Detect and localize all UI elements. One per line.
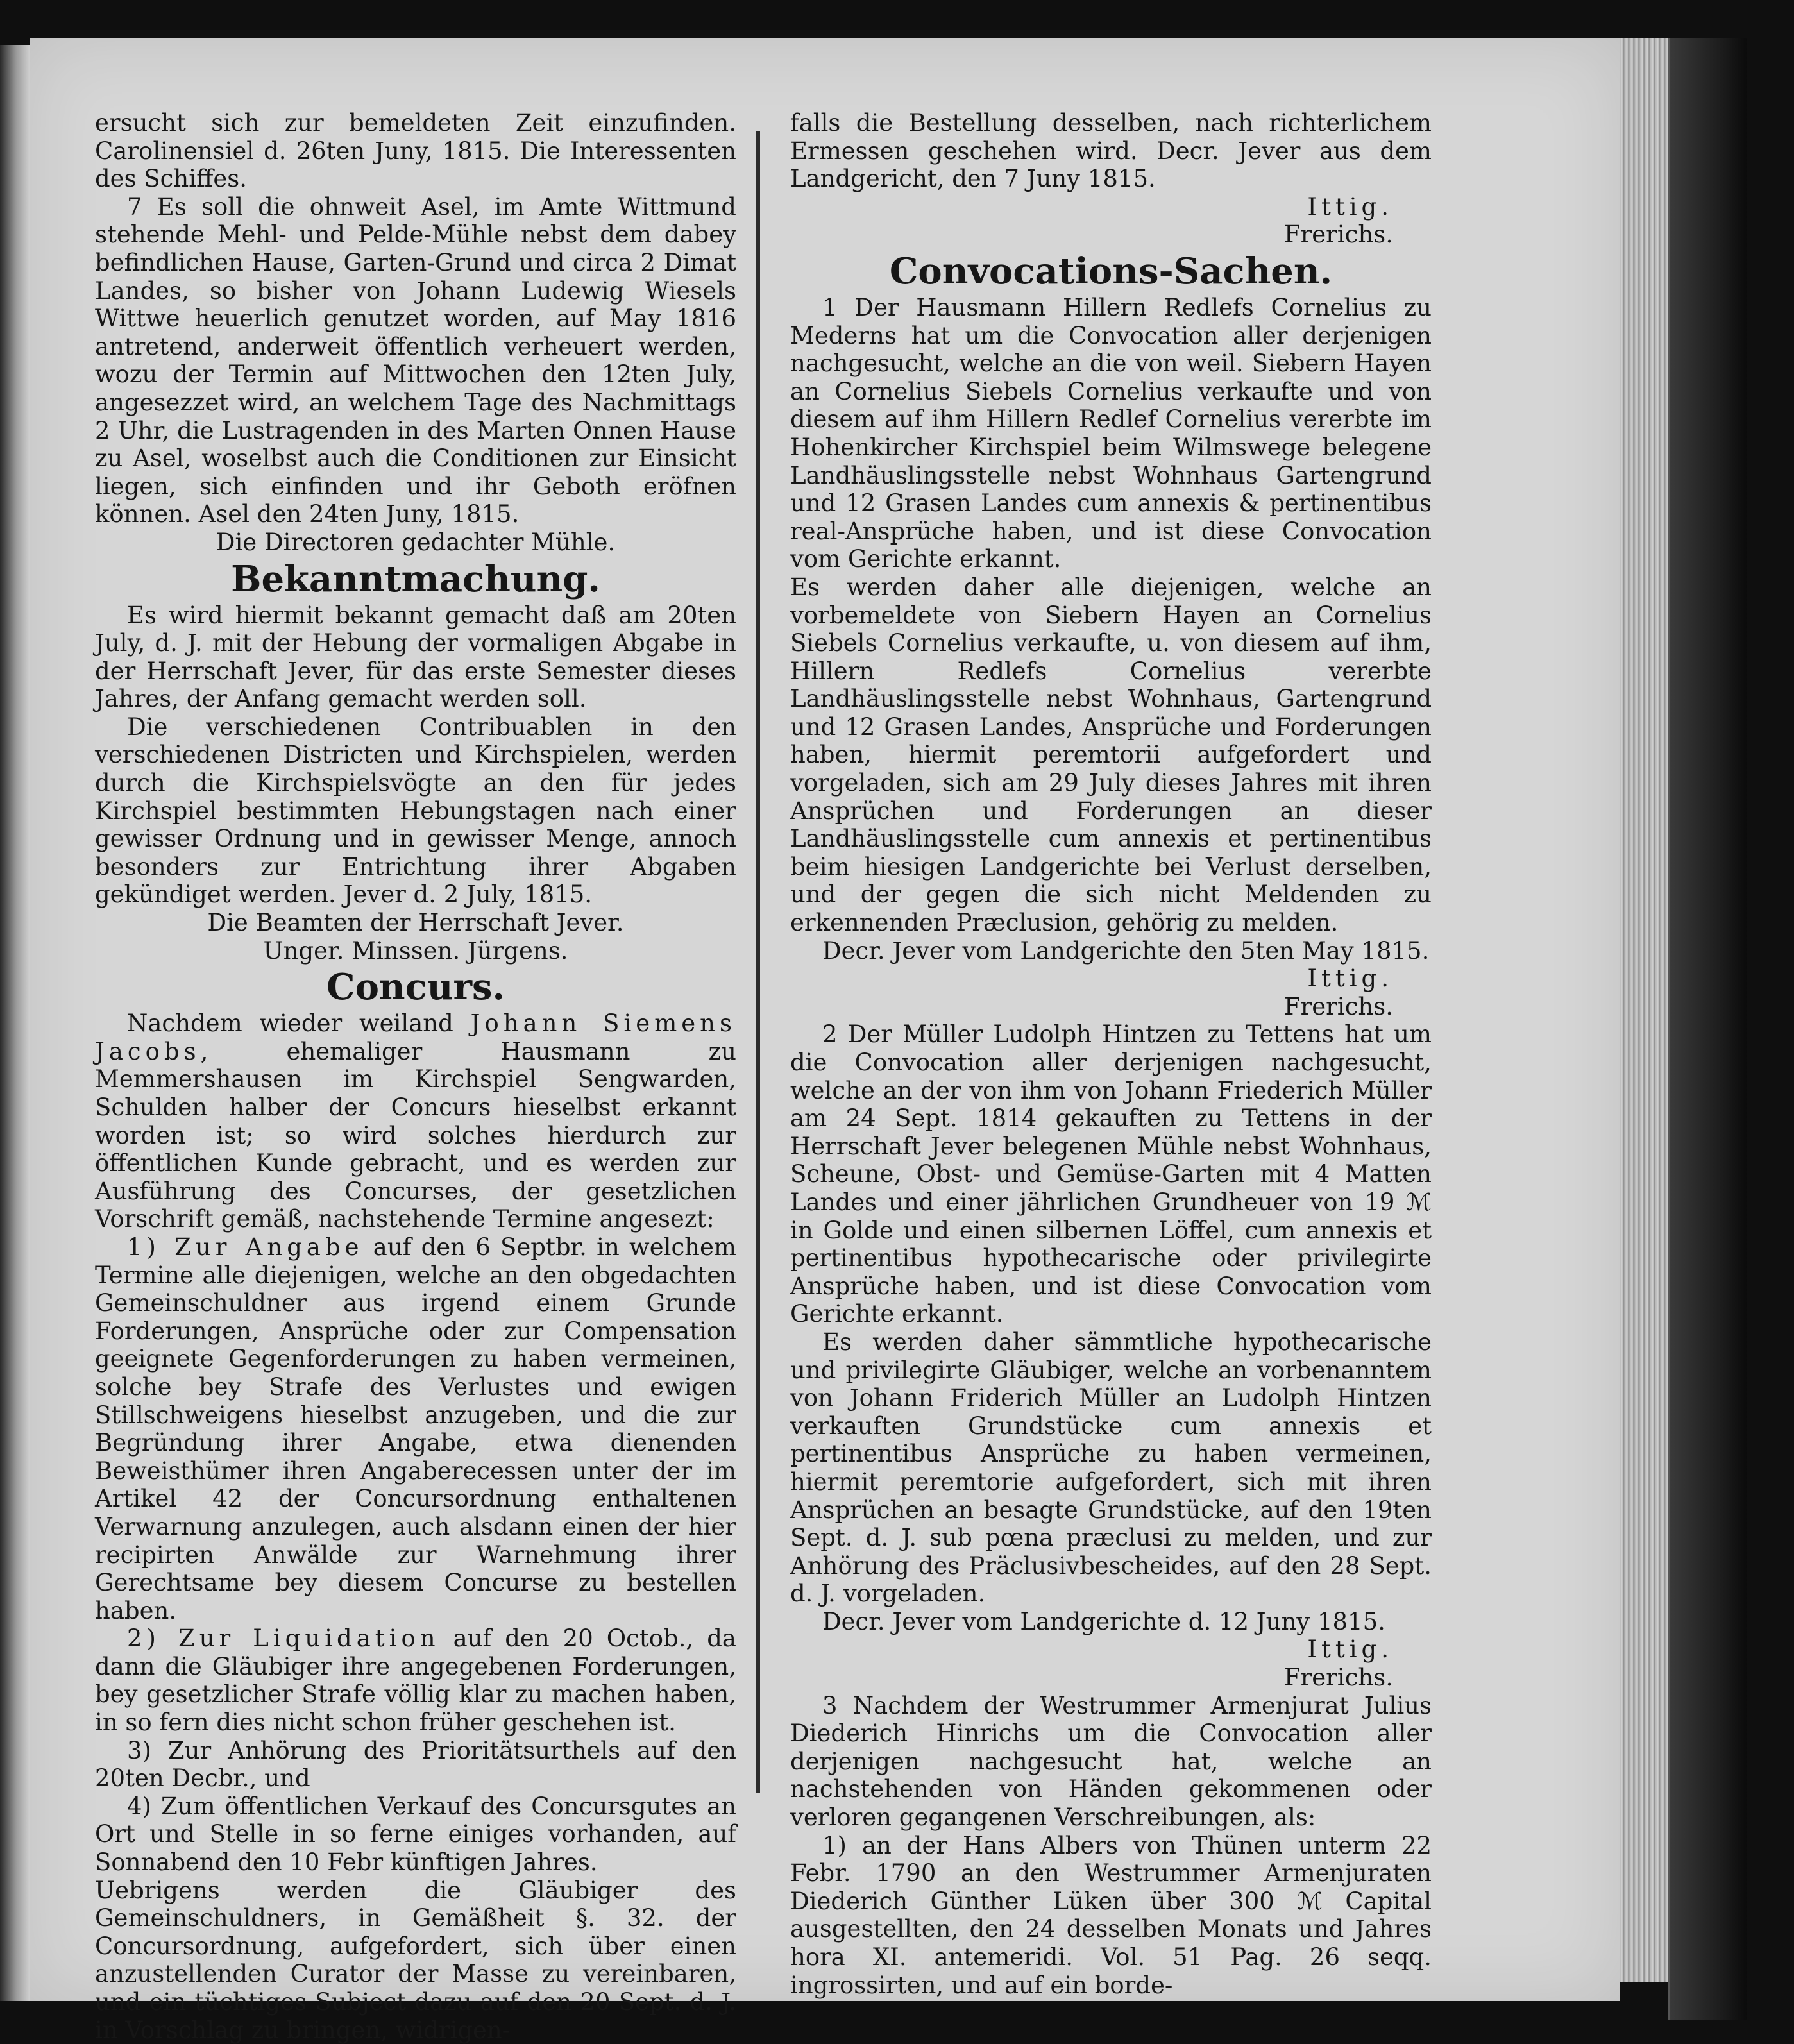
text: , ehemaliger Hausmann zu Memmershausen im Kirchspiel Sengwarden, Schulden halber der Concurs hieselbst erkannt worden ist; so wird solches hierdurch zur öffentlichen Kunde gebracht, und es werden zur Ausführung des Concurses, der gesetzlichen Vorschrift gemäß, nachstehende Termine angesezt: [95,1037,736,1233]
signature: Ittig. [1307,192,1393,221]
signature: Frerichs. [1283,1664,1393,1692]
paragraph: Uebrigens werden die Gläubiger des Gemeinschuldners, in Gemäßheit §. 32. der Concursordnung, aufgefordert, sich über einen anzustellenden Curator der Masse zu vereinbaren, und ein tüchtiges Subject dazu auf den 20 Sept. d. J. in Vorschlag zu bringen, widrigen- [95,1876,736,2044]
signature: Unger. Minssen. Jürgens. [263,936,568,965]
paragraph: ersucht sich zur bemeldeten Zeit einzufinden. Carolinensiel d. 26ten Juny, 1815. Die Interessenten des Schiffes. [95,109,736,193]
signature: Ittig. [1307,1635,1393,1664]
paragraph: falls die Bestellung desselben, nach richterlichem Ermessen geschehen wird. Decr. Jever aus dem Landgericht, den 7 Juny 1815. [790,109,1432,193]
text: Nachdem wieder weiland [127,1009,471,1038]
section-heading: Convocations-Sachen. [889,249,1333,292]
text: auf den 20 Octob., da dann die Gläubiger ihre angegebenen Forderungen, bey gesetzlicher Strafe völlig klar zu machen haben, in so fern dies nicht schon früher geschehen ist. [95,1625,736,1737]
paragraph: 1) an der Hans Albers von Thünen unterm 22 Febr. 1790 an den Westrummer Armenjuraten Diederich Günther Lüken über 300 ℳ Capital ausgestellten, den 24 desselben Monats und Jahres hora XI. antemeridi. Vol. 51 Pag. 26 seqq. ingrossirten, und auf ein borde- [790,1831,1432,1999]
book-cover [1668,38,1747,2020]
paragraph: Es wird hiermit bekannt gemacht daß am 20ten July, d. J. mit der Hebung der vormaligen Abgabe in der Herrschaft Jever, für das erste Semester dieses Jahres, der Anfang gemacht werden soll. [95,601,736,713]
paragraph: 7 Es soll die ohnweit Asel, im Amte Wittmund stehende Mehl- und Pelde-Mühle nebst dem dabey befindlichen Hause, Garten-Grund und circa 2 Dimat Landes, so bisher von Johann Ludewig Wiesels Wittwe heuerlich genutzet worden, auf May 1816 antretend, anderweit öffentlich verheuert werden, wozu der Termin auf Mittwochen den 12ten July, angesezzet wird, an welchem Tage des Nachmittags 2 Uhr, die Lustragenden in des Marten Onnen Hause zu Asel, woselbst auch die Conditionen zur Einsicht liegen, sich einfinden und ihr Geboth eröfnen können. Asel den 24ten Juny, 1815. [95,192,736,528]
date-line: Decr. Jever vom Landgerichte d. 12 Juny 1815. [822,1607,1385,1635]
date-line: Decr. Jever vom Landgerichte den 5ten May 1815. [822,936,1430,965]
person-name: Johann Siemens Jacobs [95,1009,736,1065]
paragraph: Es werden daher sämmtliche hypothecarische und privilegirte Gläubiger, welche an vorbenanntem von Johann Friderich Müller an Ludolph Hintzen verkauften Grundstücke cum annexis et pertinentibus Ansprüche zu haben vermeinen, hiermit peremtorie aufgefordert, sich mit ihren Ansprüchen an besagte Grundstücke, auf den 19ten Sept. d. J. sub pœna præclusi zu melden, und zur Anhörung des Präclusivbescheides, auf den 28 Sept. d. J. vorgeladen. [790,1328,1432,1608]
paragraph: Es werden daher alle diejenigen, welche an vorbemeldete von Siebern Hayen an Cornelius Siebels Cornelius verkaufte, u. von diesem auf ihm, Hillern Redlefs Cornelius vererbte Landhäuslingsstelle nebst Wohnhaus, Gartengrund und 12 Grasen Landes, Ansprüche und Forderungen haben, hiermit peremtorii aufgefordert und vorgeladen, sich am 29 July dieses Jahres mit ihren Ansprüchen und Forderungen an dieser Landhäuslingsstelle cum annexis et pertinentibus beim hiesigen Landgerichte bei Verlust derselben, und der gegen die sich nicht Meldenden zu erkennenden Præclusion, gehörig zu melden. [790,573,1432,937]
left-column [95,109,736,2044]
paragraph [95,1009,736,1233]
signature: Frerichs. [1283,221,1393,249]
signature: Die Beamten der Herrschaft Jever. [207,909,624,937]
section-heading: Concurs. [326,966,505,1009]
term-label: 2) Zur Liquidation [127,1625,440,1653]
signature: Frerichs. [1283,992,1393,1020]
right-column [790,109,1432,1999]
section-heading: Bekanntmachung. [231,557,600,600]
paragraph [95,1233,736,1625]
term-label: 1) Zur Angabe [127,1233,364,1261]
signature: Die Directoren gedachter Mühle. [216,528,616,556]
paragraph: Die verschiedenen Contribuablen in den verschiedenen Districten und Kirchspielen, werden durch die Kirchspielsvögte an den für jedes Kirchspiel bestimmten Hebungstagen nach einer gewisser Ordnung und in gewisser Menge, annoch besonders zur Entrichtung ihrer Abgaben gekündiget werden. Jever d. 2 July, 1815. [95,713,736,909]
paragraph: 1 Der Hausmann Hillern Redlefs Cornelius zu Mederns hat um die Convocation aller derjenigen nachgesucht, welche an die von weil. Siebern Hayen an Cornelius Siebels Cornelius verkaufte und von diesem auf ihm Hillern Redlef Cornelius vererbte im Hohenkircher Kirchspiel beim Wilmswege belegene Landhäuslingsstelle nebst Wohnhaus Gartengrund und 12 Grasen Landes cum annexis & pertinentibus real-Ansprüche haben, und ist diese Convocation vom Gerichte erkannt. [790,293,1432,573]
signature: Ittig. [1307,965,1393,993]
paragraph: 2 Der Müller Ludolph Hintzen zu Tettens hat um die Convocation aller derjenigen nachgesucht, welche an der von ihm von Johann Friederich Müller am 24 Sept. 1814 gekauften zu Tettens in der Herrschaft Jever belegenen Mühle nebst Wohnhaus, Scheune, Obst- und Gemüse-Garten mit 4 Matten Landes und einer jährlichen Grundheuer von 19 ℳ in Golde und einen silbernen Löffel, cum annexis et pertinentibus hypothecarische oder privilegirte Ansprüche haben, und ist diese Convocation vom Gerichte erkannt. [790,1020,1432,1328]
left-page-edge [0,45,30,2001]
paragraph [95,1625,736,1736]
column-divider [756,131,760,1793]
text: auf den 6 Septbr. in welchem Termine alle diejenigen, welche an den obgedachten Gemeinschuldner aus irgend einem Grunde Forderungen, Ansprüche oder zur Compensation geeignete Gegenforderungen zu haben vermeinen, solche bey Strafe des Verlustes und ewigen Stillschweigens hieselbst anzugeben, und die zur Begründung ihrer Angabe, etwa dienenden Beweisthümer ihren Angaberecessen unter der im Artikel 42 der Concursordnung enthaltenen Verwarnung anzulegen, auch alsdann einen der hier recipirten Anwälde zur Warnehmung ihrer Gerechtsame bey diesem Concurse zu bestellen haben. [95,1233,736,1625]
paragraph: 4) Zum öffentlichen Verkauf des Concursgutes an Ort und Stelle in so ferne einiges vorhanden, auf Sonnabend den 10 Febr künftigen Jahres. [95,1792,736,1877]
paragraph: 3) Zur Anhörung des Prioritätsurthels auf den 20ten Decbr., und [95,1736,736,1793]
paragraph: 3 Nachdem der Westrummer Armenjurat Julius Diederich Hinrichs um die Convocation aller derjenigen nachgesucht hat, welche an nachstehenden von Händen gekommenen oder verloren gegangenen Verschreibungen, als: [790,1691,1432,1832]
